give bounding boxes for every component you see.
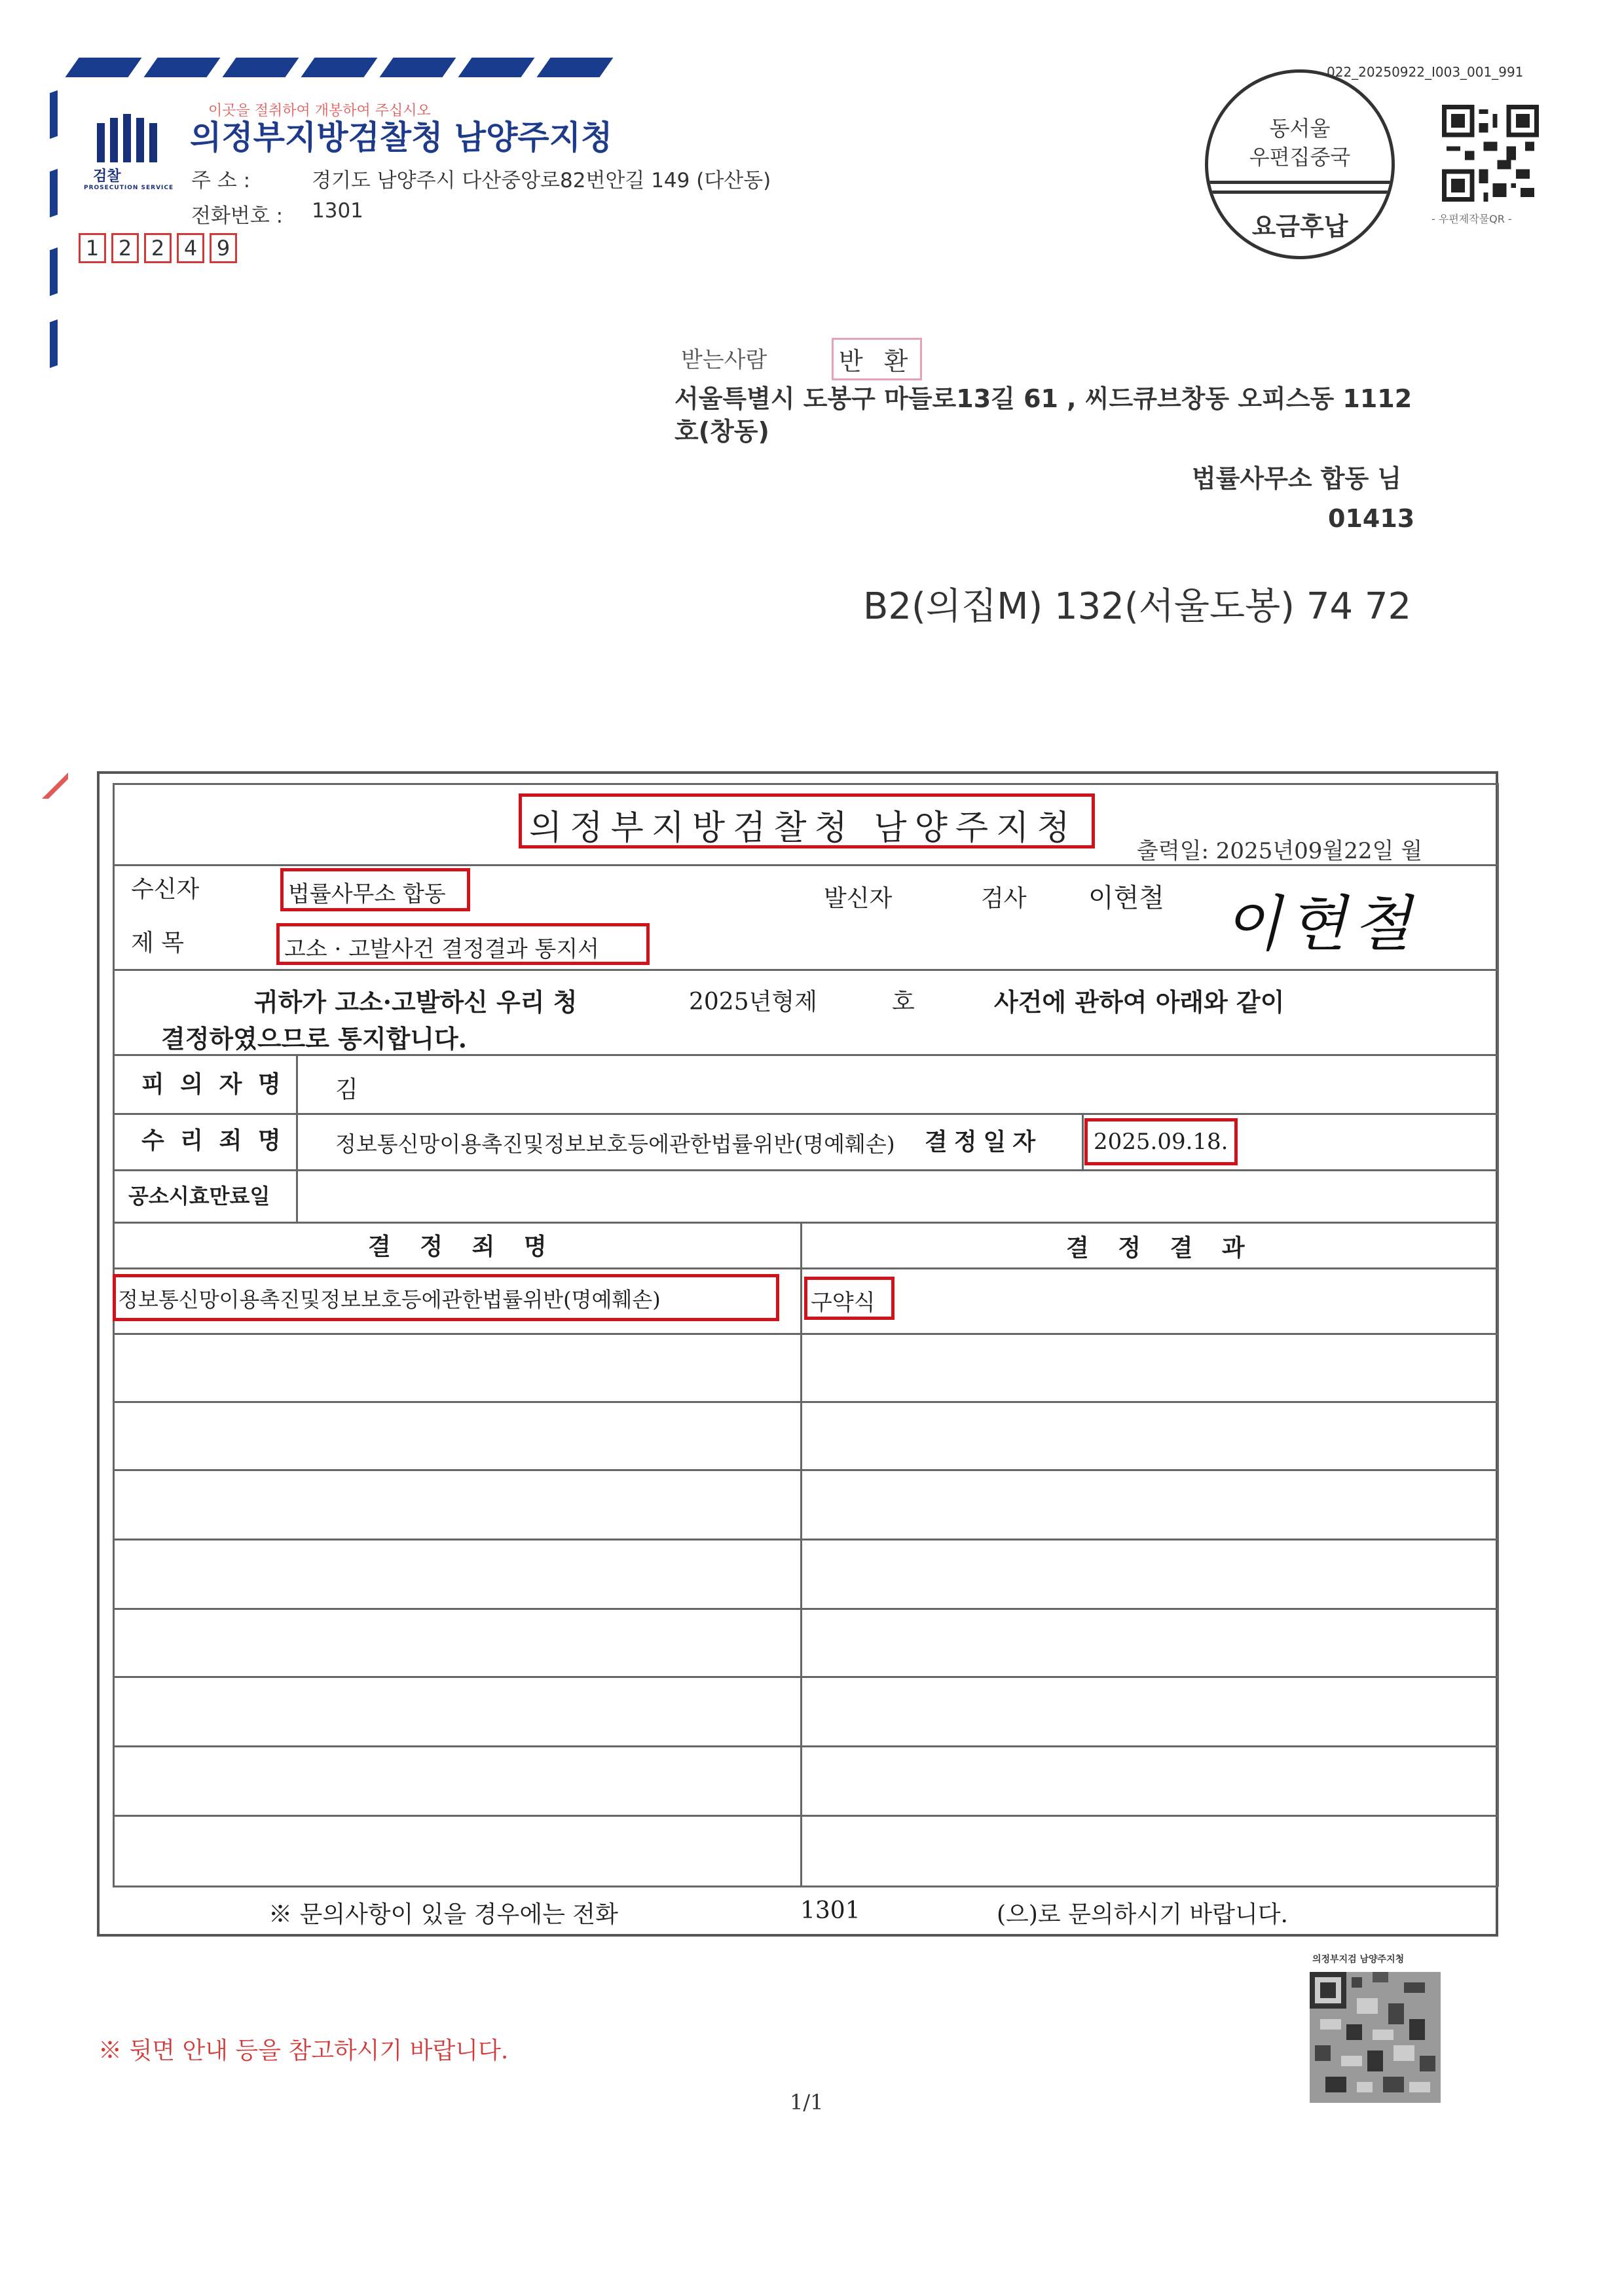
page-number: 1/1	[790, 2090, 824, 2115]
recipient-address-line1: 서울특별시 도봉구 마들로13길 61 , 씨드큐브창동 오피스동 1112	[674, 384, 1412, 413]
charge-label: 수 리 죄 명	[141, 1127, 285, 1154]
recipient-field-label: 수신자	[131, 876, 200, 903]
intro-ho: 호	[892, 989, 915, 1015]
tear-notice: 이곳을 절취하여 개봉하여 주십시오	[208, 103, 431, 119]
airmail-side-stripe	[50, 319, 58, 368]
suspect-value: 김	[335, 1076, 358, 1103]
prosecutor-name: 이현철	[1088, 883, 1164, 913]
prosecution-logo-icon	[97, 110, 165, 162]
zip-digit: 4	[177, 233, 204, 263]
result-column-header: 결 정 결 과	[1066, 1234, 1255, 1262]
subject-value: 고소 · 고발사건 결정결과 통지서	[284, 936, 600, 962]
postal-qr-code-icon	[1441, 105, 1540, 202]
sender-address: 경기도 남양주시 다산중앙로82번안길 149 (다산동)	[312, 169, 771, 192]
zip-digit: 1	[79, 233, 106, 263]
charge-column-header: 결 정 죄 명	[368, 1233, 557, 1260]
airmail-side-stripe	[50, 247, 58, 296]
airmail-side-stripe	[50, 90, 58, 139]
routing-code: B2(의집M) 132(서울도봉) 74 72	[863, 585, 1412, 628]
subject-label: 제 목	[131, 930, 184, 957]
zip-digit: 2	[144, 233, 172, 263]
prosecutor-label: 검사	[981, 885, 1027, 912]
postage-stamp	[1205, 69, 1395, 259]
fold-mark-icon	[42, 773, 68, 799]
decision-date-label: 결정일자	[925, 1128, 1043, 1156]
zip-digit: 9	[210, 233, 237, 263]
office-qr-code-icon	[1310, 1972, 1441, 2103]
suspect-label: 피 의 자 명	[141, 1070, 285, 1098]
intro-text-part1: 귀하가 고소·고발하신 우리 청	[254, 987, 578, 1017]
recipient-address-line2: 호(창동)	[674, 417, 769, 446]
statute-expiry-label: 공소시효만료일	[128, 1184, 270, 1209]
inquiry-phone: 1301	[800, 1897, 860, 1924]
document-id: 022_20250922_I003_001_991	[1327, 64, 1524, 80]
recipient-label: 받는사람	[681, 347, 767, 373]
intro-text-part2: 사건에 관하여 아래와 같이	[994, 987, 1285, 1017]
sender-phone: 1301	[312, 199, 363, 223]
airmail-stripe	[46, 58, 635, 84]
recipient-zip: 01413	[1328, 504, 1415, 533]
table-row-result: 구약식	[811, 1290, 876, 1316]
office-qr-caption: 의정부지검 남양주지청	[1312, 1954, 1405, 1965]
inquiry-text-part1: ※ 문의사항이 있을 경우에는 전화	[268, 1901, 618, 1928]
sender-field-label: 발신자	[824, 885, 893, 912]
charge-value: 정보통신망이용촉진및정보보호등에관한법률위반(명예훼손)	[335, 1131, 895, 1157]
postmark-line2: 우편집중국	[1249, 145, 1351, 170]
table-row-charge: 정보통신망이용촉진및정보보호등에관한법률위반(명예훼손)	[118, 1287, 661, 1312]
form-title: 의정부지방검찰청 남양주지청	[529, 809, 1078, 848]
postmark-line3: 요금후납	[1251, 212, 1348, 241]
postmark-line1: 동서울	[1269, 116, 1331, 141]
logo-text: 검찰	[93, 168, 121, 185]
zip-digit: 2	[111, 233, 139, 263]
decision-date-value: 2025.09.18.	[1094, 1129, 1228, 1155]
recipient-name: 반 환	[832, 338, 922, 380]
airmail-side-stripe	[50, 169, 58, 217]
recipient-field-value: 법률사무소 합동	[288, 881, 446, 907]
intro-text-line2: 결정하였으므로 통지합니다.	[161, 1024, 467, 1053]
back-side-notice: ※ 뒷면 안내 등을 참고하시기 바랍니다.	[98, 2037, 509, 2064]
sender-office-name: 의정부지방검찰청 남양주지청	[190, 118, 613, 156]
postal-qr-caption: - 우편제작물QR -	[1431, 213, 1512, 225]
intro-case-number: 2025년형제	[689, 989, 817, 1015]
inquiry-text-part2: (으)로 문의하시기 바랍니다.	[997, 1901, 1288, 1928]
print-date: 출력일: 2025년09월22일 월	[1137, 838, 1423, 864]
logo-subtext: PROSECUTION SERVICE	[84, 185, 174, 191]
sender-phone-label: 전화번호 :	[191, 204, 284, 228]
recipient-organization: 법률사무소 합동 님	[1192, 464, 1402, 493]
sender-zip-code	[79, 233, 237, 263]
prosecutor-signature: 이현철	[1223, 889, 1418, 959]
sender-address-label: 주 소 :	[191, 169, 251, 192]
